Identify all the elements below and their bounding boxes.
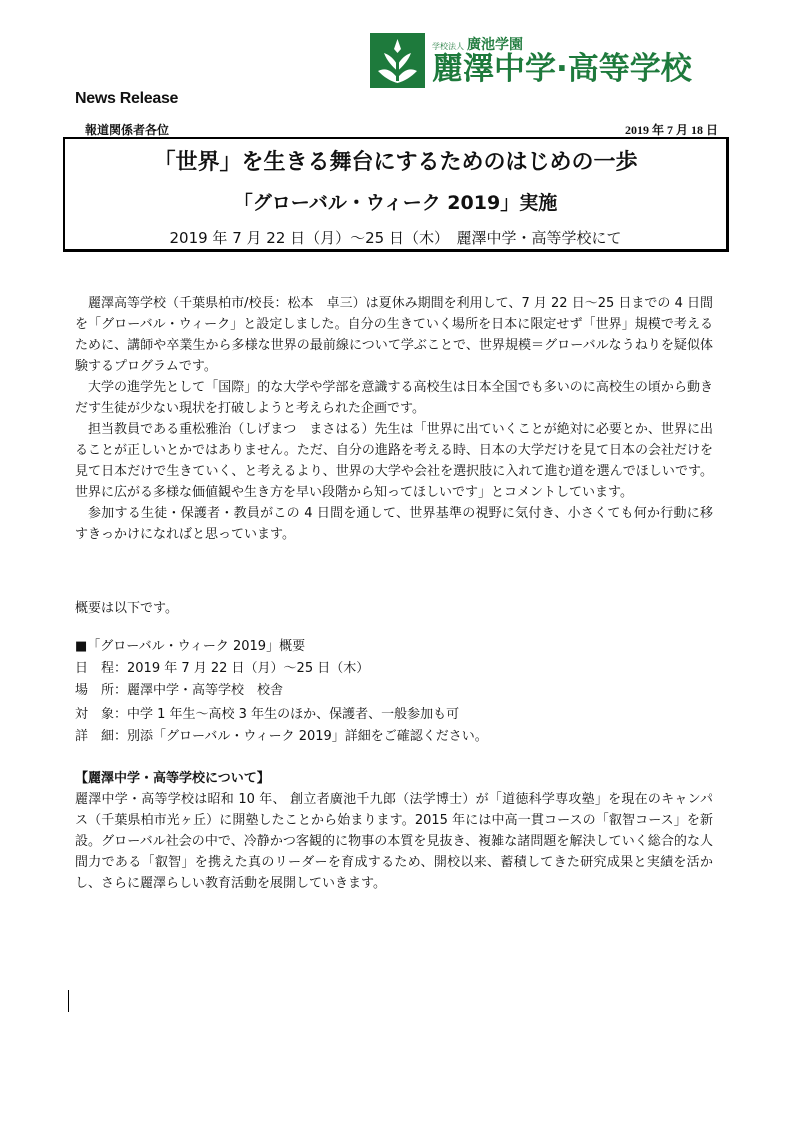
news-release-label: News Release xyxy=(75,90,179,107)
overview-intro: 概要は以下です。 xyxy=(75,601,178,616)
summary-date: 日 程：2019 年 7 月 22 日（月）～25 日（木） xyxy=(75,661,370,676)
paragraph-2: 大学の進学先として「国際」的な大学や学部を意識する高校生は日本全国でも多いのに高校生の頃から動きだす生徒が少ない現状を打破しようと考えられた企画です。 xyxy=(75,380,713,416)
event-date-place: 2019 年 7 月 22 日（月）～25 日（木） 麗澤中学・高等学校にて xyxy=(169,229,622,247)
subheadline: 「グローバル・ウィーク 2019」実施 xyxy=(233,192,558,214)
corp-label: 学校法人 xyxy=(432,42,464,51)
summary-place: 場 所：麗澤中学・高等学校 校舎 xyxy=(75,683,284,698)
school-crest-icon xyxy=(370,33,425,88)
paragraph-1: 麗澤高等学校（千葉県柏市/校長：松本 卓三）は夏休み期間を利用して、7 月 22 日～25 日までの 4 日間を「グローバル・ウィーク」と設定しました。自分の生きていく場所を日本に限定せず「世界」規模で考えるために、講師や卒業生から多様な世界の最前線について学ぶことで、世界規模＝グローバルなうねりを疑似体験するプログラムです。 xyxy=(75,296,713,374)
body-text xyxy=(75,293,713,545)
school-name: 麗澤中学·高等学校 xyxy=(432,51,692,87)
title-box xyxy=(63,137,729,252)
paragraph-3: 担当教員である重松雅治（しげまつ まさはる）先生は「世界に出ていくことが絶対に必要とか、世界に出ることが正しいとかではありません。ただ、自分の進路を考える時、日本の大学だけを見て日本の会社だけを見て日本だけで生きていく、と考えるより、世界の大学や会社を選択肢に入れて進む道を選んでほしいです。世界に広がる多様な価値観や生き方を早い段階から知ってほしいです」とコメントしています。 xyxy=(75,422,713,500)
about-text: 麗澤中学・高等学校は昭和 10 年、 創立者廣池千九郎（法学博士）が「道徳科学専攻塾」を現在のキャンパス（千葉県柏市光ヶ丘）に開塾したことから始まります。2015 年には中高一貫コースの「叡智コース」を新設。グローバル社会の中で、冷静かつ客観的に物事の本質を見抜き、複雑な諸問題を解決していく総合的な人間力である「叡智」を携えた真のリーダーを育成するため、開校以来、蓄積してきた研究成果と実績を活かし、さらに麗澤らしい教育活動を展開していきます。 xyxy=(75,792,713,891)
summary-heading: ■「グローバル・ウィーク 2019」概要 xyxy=(75,639,306,654)
about-section xyxy=(75,768,713,894)
headline: 「世界」を生きる舞台にするためのはじめの一歩 xyxy=(153,150,638,175)
addressee: 報道関係者各位 xyxy=(85,123,170,137)
about-title: 【麗澤中学・高等学校について】 xyxy=(75,771,270,786)
summary-target: 対 象：中学 1 年生～高校 3 年生のほか、保護者、一般参加も可 xyxy=(75,707,460,722)
event-summary xyxy=(75,636,488,748)
group-name: 廣池学園 xyxy=(467,37,523,53)
release-date: 2019 年 7 月 18 日 xyxy=(624,123,718,137)
text-cursor xyxy=(68,990,69,1012)
summary-detail: 詳 細：別添「グローバル・ウィーク 2019」詳細をご確認ください。 xyxy=(75,729,488,744)
school-logo xyxy=(370,33,730,88)
paragraph-4: 参加する生徒・保護者・教員がこの 4 日間を通して、世界基準の視野に気付き、小さくても何か行動に移すきっかけになればと思っています。 xyxy=(75,506,713,542)
